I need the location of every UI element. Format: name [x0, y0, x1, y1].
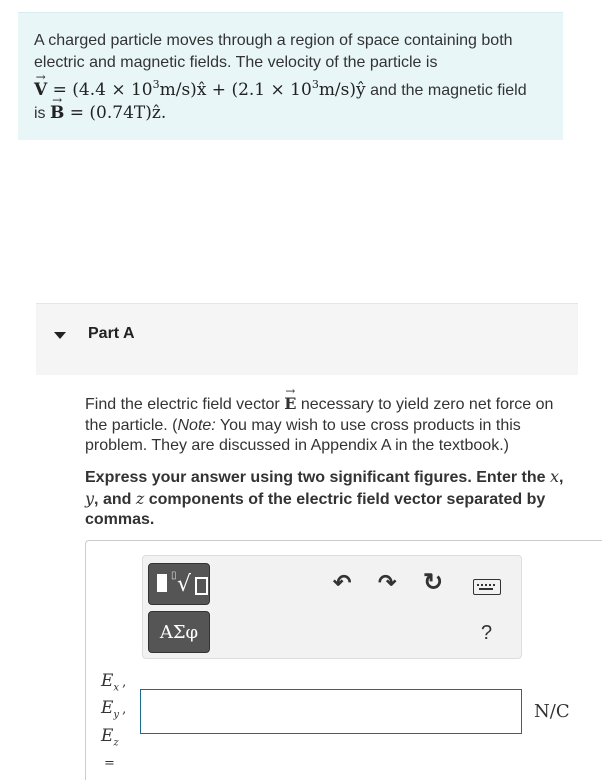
- answer-input[interactable]: [140, 689, 522, 734]
- template-slot-icon: [195, 577, 208, 595]
- problem-text-line-1: A charged particle moves through a region of space containing both: [34, 32, 513, 49]
- collapse-caret-icon[interactable]: [54, 332, 66, 339]
- e-vector-symbol: → E: [284, 394, 296, 415]
- problem-statement: [18, 12, 563, 140]
- answer-instruction: Express your answer using two significant figures. Enter the x, y, and z components of the electric field vector separated by commas.: [85, 467, 564, 528]
- part-a-header[interactable]: [36, 303, 578, 375]
- velocity-equation: → $V = (4.4 \times 10^3m/s)x̂ + (2.1$ × $10^3m/s)ŷ$ and the magnetic field: [34, 74, 547, 102]
- variable-label: $E_x$ , $E_y$ , $E_z$ =: [101, 671, 127, 772]
- sqrt-icon: √: [177, 572, 192, 597]
- velocity-symbol: → V: [34, 79, 47, 101]
- reset-icon[interactable]: ↻: [423, 569, 444, 596]
- field-symbol: → B: [50, 102, 64, 124]
- help-button[interactable]: ?: [481, 622, 493, 644]
- part-title: Part A: [88, 325, 135, 342]
- redo-icon[interactable]: ↷: [378, 570, 397, 595]
- unit-label: N/C: [534, 701, 570, 722]
- template-box-icon: [157, 574, 167, 592]
- fraction-icon: ▯: [171, 570, 177, 581]
- problem-text-line-2: electric and magnetic fields. The velocity of the particle is: [34, 54, 438, 71]
- question-text: Find the electric field vector → E necessary to yield zero net force on the particle. (Note: You may wish to use cross products in this problem. They are discussed in Appendix A in the textbook.): [85, 394, 575, 457]
- field-equation: is → B = (0.74T)ẑ.: [34, 102, 547, 125]
- answer-box: [85, 540, 602, 780]
- templates-button[interactable]: [148, 563, 210, 605]
- symbols-button[interactable]: ΑΣφ: [148, 611, 210, 653]
- math-toolbar: [142, 555, 522, 659]
- note-label: Note:: [177, 416, 216, 434]
- keyboard-icon[interactable]: [473, 579, 501, 595]
- undo-icon[interactable]: ↶: [333, 570, 352, 595]
